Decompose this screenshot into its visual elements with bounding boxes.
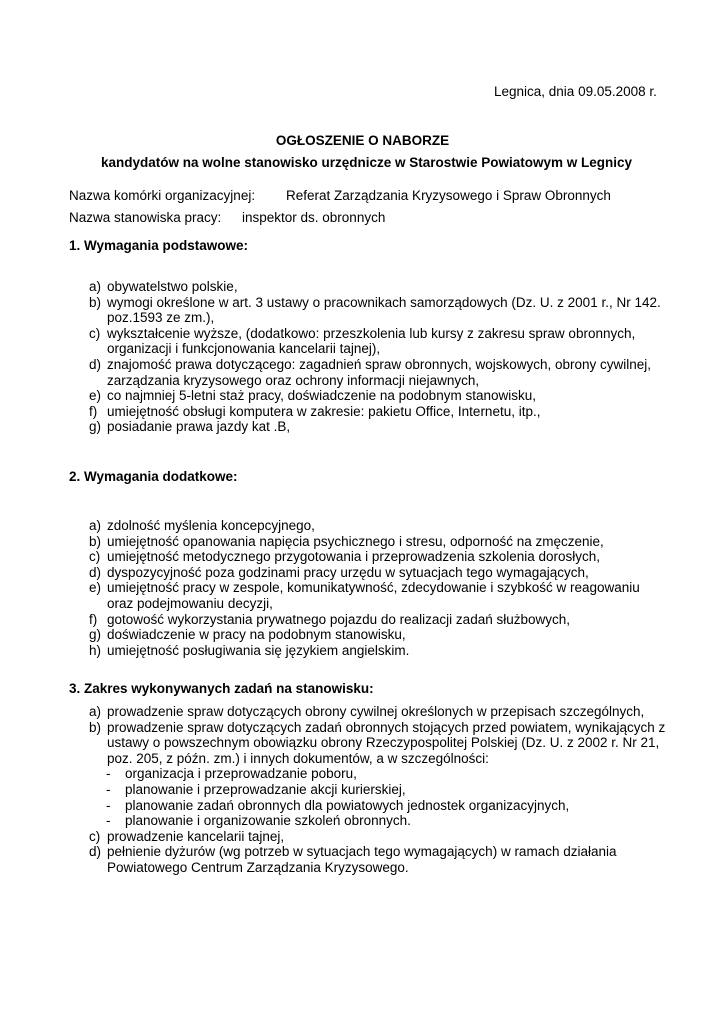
section2-list bbox=[69, 518, 669, 658]
list-marker: f) bbox=[89, 403, 98, 419]
list-marker: d) bbox=[89, 564, 102, 580]
list-text: znajomość prawa dotyczącego: zagadnień spraw obronnych, wojskowych, obrony cywilnej, zarządzania kryzysowego oraz ochrony informacji niejawnych, bbox=[107, 356, 652, 388]
list-text: pełnienie dyżurów (wg potrzeb w sytuacjach tego wymagających) w ramach działania Powiatowego Centrum Zarządzania Kryzysowego. bbox=[107, 844, 617, 875]
list-text: umiejętność posługiwania się językiem angielskim. bbox=[107, 642, 410, 658]
list-marker: g) bbox=[89, 419, 102, 435]
list-item bbox=[69, 279, 669, 295]
list-text: umiejętność obsługi komputera w zakresie: pakietu Office, Internetu, itp., bbox=[107, 403, 541, 419]
list-item bbox=[69, 419, 669, 435]
list-text: organizacja i przeprowadzanie poboru, bbox=[125, 766, 357, 782]
list-marker: - bbox=[106, 797, 111, 813]
position-label: Nazwa stanowiska pracy: bbox=[69, 210, 222, 225]
section3-heading: 3. Zakres wykonywanych zadań na stanowisku: bbox=[69, 681, 374, 696]
list-text: doświadczenie w pracy na podobnym stanowisku, bbox=[107, 627, 406, 643]
list-text: umiejętność metodycznego przygotowania i przeprowadzenia szkolenia dorosłych, bbox=[107, 549, 601, 565]
sub-list-item bbox=[69, 813, 669, 829]
list-item bbox=[69, 844, 669, 875]
list-marker: a) bbox=[89, 279, 102, 294]
list-text: wykształcenie wyższe, (dodatkowo: przeszkolenia lub kursy z zakresu spraw obronnych, organizacji i funkcjonowania kancelarii tajnej), bbox=[107, 325, 636, 357]
list-marker: b) bbox=[89, 533, 102, 549]
list-text: obywatelstwo polskie, bbox=[107, 279, 238, 294]
list-item bbox=[69, 643, 669, 659]
list-text: wymogi określone w art. 3 ustawy o pracownikach samorządowych (Dz. U. z 2001 r., Nr 142. poz.1593 ze zm.), bbox=[107, 294, 661, 326]
list-text: planowanie zadań obronnych dla powiatowych jednostek organizacyjnych, bbox=[125, 797, 570, 813]
list-marker: b) bbox=[89, 294, 102, 310]
list-marker: e) bbox=[89, 388, 102, 404]
list-item bbox=[69, 612, 669, 628]
list-item bbox=[69, 829, 669, 845]
unit-label: Nazwa komórki organizacyjnej: bbox=[69, 188, 256, 203]
list-marker: e) bbox=[89, 580, 102, 596]
list-text: co najmniej 5-letni staż pracy, doświadczenie na podobnym stanowisku, bbox=[107, 388, 536, 404]
list-marker: c) bbox=[89, 549, 101, 565]
section1-heading: 1. Wymagania podstawowe: bbox=[69, 238, 249, 253]
list-text: dyspozycyjność poza godzinami pracy urzędu w sytuacjach tego wymagających, bbox=[107, 564, 589, 580]
section3-list bbox=[69, 704, 669, 876]
list-text: gotowość wykorzystania prywatnego pojazdu do realizacji zadań służbowych, bbox=[107, 611, 570, 627]
list-item bbox=[69, 388, 669, 404]
list-item bbox=[69, 627, 669, 643]
section2-heading: 2. Wymagania dodatkowe: bbox=[69, 469, 238, 484]
document-subtitle: kandydatów na wolne stanowisko urzędnicze w Starostwie Powiatowym w Legnicy bbox=[100, 155, 633, 170]
list-marker: b) bbox=[89, 719, 102, 735]
position-value: inspektor ds. obronnych bbox=[242, 210, 386, 225]
list-text: prowadzenie spraw dotyczących zadań obronnych stojących przed powiatem, wynikających z ustawy o powszechnym obowiązku obrony Rzeczypospolitej Polskiej (Dz. U. z 2002 r. Nr 21, poz. 205, z późn. zm.) i innych dokumentów, a w szczególności: bbox=[107, 719, 666, 766]
sub-list-item bbox=[69, 766, 669, 782]
list-text: zdolność myślenia koncepcyjnego, bbox=[107, 518, 315, 533]
list-marker: f) bbox=[89, 611, 98, 627]
list-item bbox=[69, 580, 669, 611]
list-text: umiejętność pracy w zespole, komunikatywność, zdecydowanie i szybkość w reagowaniu oraz podejmowaniu decyzji, bbox=[107, 580, 640, 611]
unit-value: Referat Zarządzania Kryzysowego i Spraw Obronnych bbox=[286, 188, 611, 203]
document-title: OGŁOSZENIE O NABORZE bbox=[275, 133, 450, 148]
list-text: planowanie i przeprowadzanie akcji kurierskiej, bbox=[125, 781, 406, 797]
list-marker: - bbox=[106, 781, 111, 797]
list-text: prowadzenie spraw dotyczących obrony cywilnej określonych w przepisach szczególnych, bbox=[107, 704, 645, 719]
list-item bbox=[69, 704, 669, 720]
list-item bbox=[69, 565, 669, 581]
list-marker: h) bbox=[89, 642, 102, 658]
place-date: Legnica, dnia 09.05.2008 r. bbox=[494, 84, 657, 99]
section1-list bbox=[69, 279, 669, 435]
list-text: posiadanie prawa jazdy kat .B, bbox=[107, 419, 291, 435]
list-marker: g) bbox=[89, 627, 102, 643]
sub-list-item bbox=[69, 798, 669, 814]
list-item bbox=[69, 720, 669, 767]
list-item bbox=[69, 295, 669, 326]
list-marker: - bbox=[106, 813, 111, 829]
list-item bbox=[69, 404, 669, 420]
list-item bbox=[69, 549, 669, 565]
list-marker: a) bbox=[89, 518, 102, 533]
list-item bbox=[69, 518, 669, 534]
list-item bbox=[69, 326, 669, 357]
list-marker: a) bbox=[89, 704, 102, 719]
list-text: planowanie i organizowanie szkoleń obronnych. bbox=[125, 813, 411, 829]
list-item bbox=[69, 357, 669, 388]
sub-list-item bbox=[69, 782, 669, 798]
list-marker: c) bbox=[89, 325, 101, 341]
list-marker: c) bbox=[89, 828, 101, 844]
list-marker: - bbox=[106, 766, 111, 782]
list-marker: d) bbox=[89, 356, 102, 372]
list-text: prowadzenie kancelarii tajnej, bbox=[107, 828, 285, 844]
list-marker: d) bbox=[89, 844, 102, 860]
list-item bbox=[69, 534, 669, 550]
list-text: umiejętność opanowania napięcia psychicznego i stresu, odporność na zmęczenie, bbox=[107, 533, 604, 549]
